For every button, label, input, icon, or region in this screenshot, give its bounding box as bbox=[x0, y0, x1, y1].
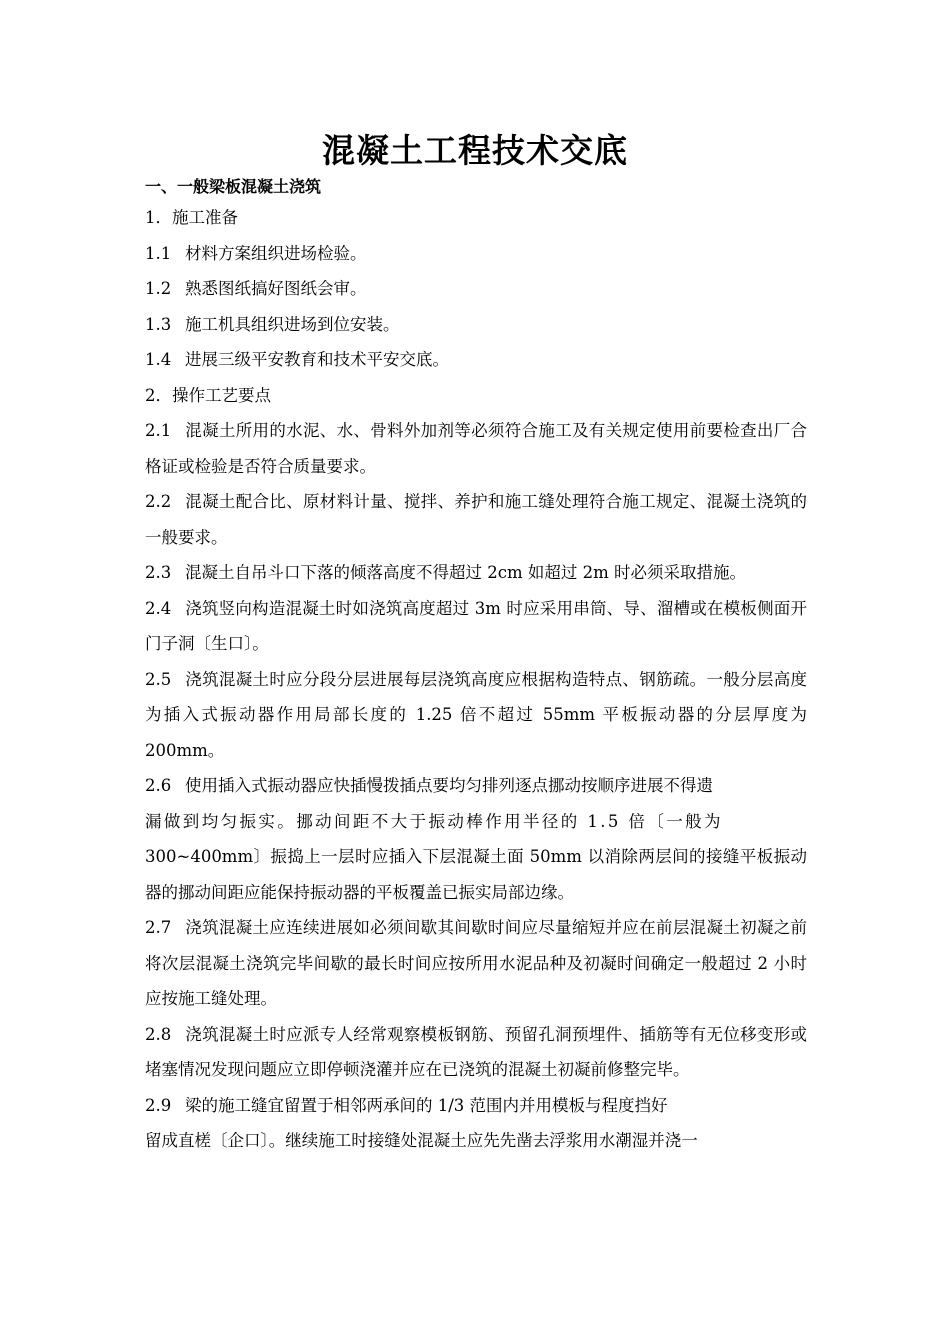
subsection-heading: 1．施工准备 bbox=[145, 208, 238, 227]
item-text: 混凝土配合比、原材料计量、搅拌、养护和施工缝处理符合施工规定、混凝土浇筑的一般要求。 bbox=[145, 492, 807, 547]
item-number: 2.3 bbox=[145, 563, 172, 582]
item-number: 1.3 bbox=[145, 314, 172, 334]
item-number: 2.1 bbox=[145, 421, 172, 440]
document-title: 混凝土工程技术交底 bbox=[322, 131, 628, 170]
item-number: 2.9 bbox=[145, 1095, 172, 1115]
item-text: 使用插入式振动器应快插慢拨插点要均匀排列逐点挪动按顺序进展不得遗 bbox=[185, 776, 713, 795]
item-text: 浇筑混凝土时应派专人经常观察模板钢筋、预留孔洞预埋件、插筋等有无位移变形或堵塞情况发现问题应立即停顿浇灌并应在已浇筑的混凝土初凝前修整完毕。 bbox=[145, 1024, 807, 1079]
list-item bbox=[145, 591, 807, 662]
item-text: 混凝土所用的水泥、水、骨料外加剂等必须符合施工及有关规定使用前要检查出厂合格证或检验是否符合质量要求。 bbox=[145, 421, 807, 476]
subsection-heading: 2．操作工艺要点 bbox=[145, 385, 271, 405]
item-text: 浇筑混凝土应连续进展如必须间歇其间歇时间应尽量缩短并应在前层混凝土初凝之前将次层混凝土浇筑完毕间歇的最长时间应按所用水泥品种及初凝时间确定一般超过 2 小时应按施工缝处理。 bbox=[145, 918, 807, 1008]
item-text: 材料方案组织进场检验。 bbox=[185, 243, 367, 263]
item-number: 1.2 bbox=[145, 279, 172, 298]
section-heading: 一、一般梁板混凝土浇筑 bbox=[145, 177, 322, 196]
item-number: 2.7 bbox=[145, 918, 172, 937]
list-item bbox=[145, 307, 807, 343]
list-item bbox=[145, 1017, 807, 1088]
item-text-continuation: 300~400mm〕振捣上一层时应插入下层混凝土面 50mm 以消除两层间的接缝平板振动器的挪动间距应能保持振动器的平板覆盖已振实局部边缘。 bbox=[145, 847, 807, 902]
item-text: 浇筑混凝土时应分段分层进展每层浇筑高度应根据构造特点、钢筋疏。一般分层高度为插入式振动器作用局部长度的 1.25 倍不超过 55mm 平板振动器的分层厚度为 200mm。 bbox=[145, 669, 807, 760]
list-item bbox=[145, 342, 807, 378]
document-body bbox=[145, 175, 807, 1159]
item-number: 2.2 bbox=[145, 492, 172, 511]
list-item bbox=[145, 236, 807, 272]
item-number: 1.1 bbox=[145, 243, 172, 263]
item-text: 混凝土自吊斗口下落的倾落高度不得超过 2cm 如超过 2m 时必须采取措施。 bbox=[185, 563, 747, 582]
list-item bbox=[145, 910, 807, 1017]
item-text: 浇筑竖向构造混凝土时如浇筑高度超过 3m 时应采用串筒、导、溜槽或在模板侧面开门子洞〔生口〕。 bbox=[145, 598, 807, 653]
item-text-line: 漏做到均匀振实。挪动间距不大于振动棒作用半径的 1.5 倍〔一般为 bbox=[145, 811, 723, 831]
item-text: 梁的施工缝宜留置于相邻两承间的 1/3 范围内并用模板与程度挡好 bbox=[185, 1095, 668, 1115]
list-item bbox=[145, 768, 807, 804]
item-number: 1.4 bbox=[145, 350, 172, 369]
item-number: 2.6 bbox=[145, 776, 172, 795]
item-number: 2.5 bbox=[145, 669, 172, 689]
item-text: 进展三级平安教育和技术平安交底。 bbox=[185, 350, 449, 369]
list-item bbox=[145, 555, 807, 591]
item-number: 2.8 bbox=[145, 1024, 172, 1044]
list-item bbox=[145, 413, 807, 484]
item-text-continuation: 留成直槎〔企口〕。继续施工时接缝处混凝土应先先凿去浮浆用水潮湿并浇一 bbox=[145, 1131, 698, 1150]
item-text: 熟悉图纸搞好图纸会审。 bbox=[185, 279, 367, 298]
list-item bbox=[145, 1088, 807, 1124]
item-text: 施工机具组织进场到位安装。 bbox=[185, 314, 400, 334]
list-item bbox=[145, 662, 807, 769]
list-item bbox=[145, 484, 807, 555]
list-item bbox=[145, 271, 807, 307]
item-number: 2.4 bbox=[145, 598, 172, 618]
